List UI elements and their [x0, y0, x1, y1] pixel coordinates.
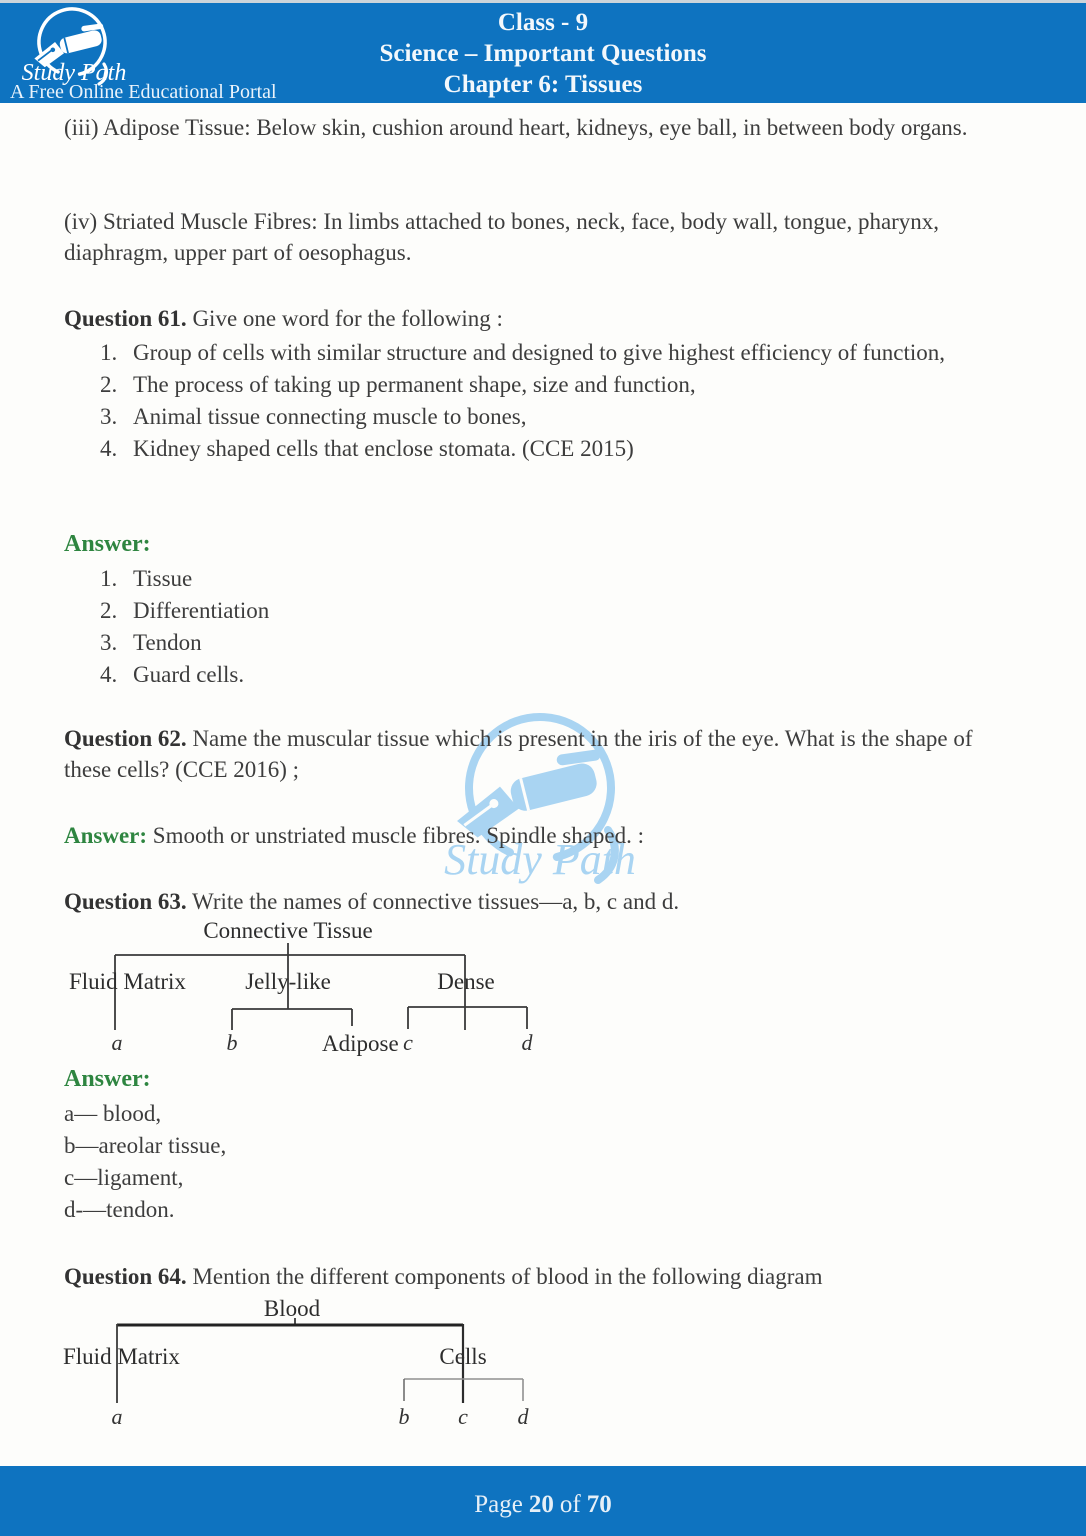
- answer-63-heading: Answer:: [64, 1066, 151, 1092]
- list-item: 4. Kidney shaped cells that enclose stomata. (CCE 2015): [100, 436, 634, 461]
- answer-62-label: Answer:: [64, 823, 148, 848]
- footer-page-total: 70: [586, 1491, 612, 1518]
- node-connective-tissue: Connective Tissue: [203, 918, 373, 943]
- paragraph-striated-muscle: (iv) Striated Muscle Fibres: In limbs attached to bones, neck, face, body wall, tongue, pharynx, diaphragm, upper part of oesophagus.: [64, 209, 940, 265]
- footer-page-number: 20: [528, 1491, 554, 1518]
- answer-62-text: Smooth or unstriated muscle fibres. Spindle shaped. :: [152, 823, 645, 848]
- question-61-label: Question 61.: [64, 306, 187, 331]
- node-dense: Dense: [437, 969, 495, 994]
- question-64: [64, 1261, 1009, 1292]
- leaf-letter-c: c: [403, 1030, 413, 1055]
- blood-tree-diagram: [55, 1293, 575, 1438]
- node-cells: Cells: [439, 1344, 487, 1369]
- header-class-line: Class - 9: [497, 9, 589, 36]
- list-item: 2. Differentiation: [100, 598, 270, 623]
- leaf-letter-d: d: [521, 1030, 533, 1055]
- list-item: 2. The process of taking up permanent shape, size and function,: [100, 372, 696, 397]
- leaf-letter-b: b: [398, 1404, 410, 1429]
- question-64-text: Mention the different components of blood in the following diagram: [192, 1264, 823, 1289]
- answer-61-list: [100, 563, 1012, 691]
- question-62-label: Question 62.: [64, 726, 187, 751]
- node-fluid-matrix: Fluid Matrix: [63, 1344, 180, 1369]
- list-item: 4. Guard cells.: [100, 662, 245, 687]
- node-blood: Blood: [263, 1296, 321, 1321]
- leaf-letter-c: c: [458, 1404, 468, 1429]
- header-subject-line: Science – Important Questions: [379, 40, 707, 67]
- answer-line-d: d-—tendon.: [64, 1197, 175, 1222]
- list-item: 3. Animal tissue connecting muscle to bones,: [100, 404, 527, 429]
- question-63: [64, 886, 1009, 917]
- paragraph-adipose-tissue: (iii) Adipose Tissue: Below skin, cushion around heart, kidneys, eye ball, in between body organs.: [64, 115, 968, 140]
- answer-61-heading: Answer:: [64, 531, 151, 557]
- answer-63-lines: [64, 1098, 226, 1226]
- question-63-label: Question 63.: [64, 889, 187, 914]
- answer-line-c: c—ligament,: [64, 1165, 184, 1190]
- leaf-letter-b: b: [226, 1030, 238, 1055]
- question-64-label: Question 64.: [64, 1264, 187, 1289]
- connective-tissue-tree-diagram: [55, 916, 555, 1061]
- page-header: [0, 0, 1086, 103]
- header-chapter-line: Chapter 6: Tissues: [443, 71, 643, 98]
- question-61-text: Give one word for the following :: [192, 306, 503, 331]
- logo-tagline: A Free Online Educational Portal: [10, 81, 277, 103]
- answer-line-a: a— blood,: [64, 1101, 162, 1126]
- question-62: [64, 723, 1009, 785]
- node-jelly-like: Jelly-like: [245, 969, 331, 994]
- page-footer: [0, 1466, 1086, 1536]
- answer-62: [64, 820, 1009, 851]
- leaf-letter-d: d: [517, 1404, 529, 1429]
- list-item: 3. Tendon: [100, 630, 202, 655]
- watermark-brand-text: Study Path: [444, 835, 636, 884]
- answer-line-b: b—areolar tissue,: [64, 1133, 227, 1158]
- node-adipose: Adipose: [322, 1031, 399, 1056]
- leaf-letter-a: a: [111, 1030, 123, 1055]
- list-item: 1. Group of cells with similar structure and designed to give highest efficiency of function,: [100, 340, 946, 365]
- node-fluid-matrix: Fluid Matrix: [69, 969, 186, 994]
- header-titles: [0, 7, 1086, 100]
- question-62-text: Name the muscular tissue which is present in the iris of the eye. What is the shape of these cells? (CCE 2016) ;: [64, 726, 973, 782]
- question-63-text: Write the names of connective tissues—a, b, c and d.: [192, 889, 680, 914]
- list-item: 1. Tissue: [100, 566, 193, 591]
- leaf-letter-a: a: [111, 1404, 123, 1429]
- footer-of-label: of: [559, 1491, 581, 1518]
- footer-page-label: Page: [474, 1491, 523, 1518]
- question-61-list: [100, 337, 1012, 465]
- logo-brand-text: Study Path: [21, 60, 127, 86]
- question-61: [64, 303, 1009, 334]
